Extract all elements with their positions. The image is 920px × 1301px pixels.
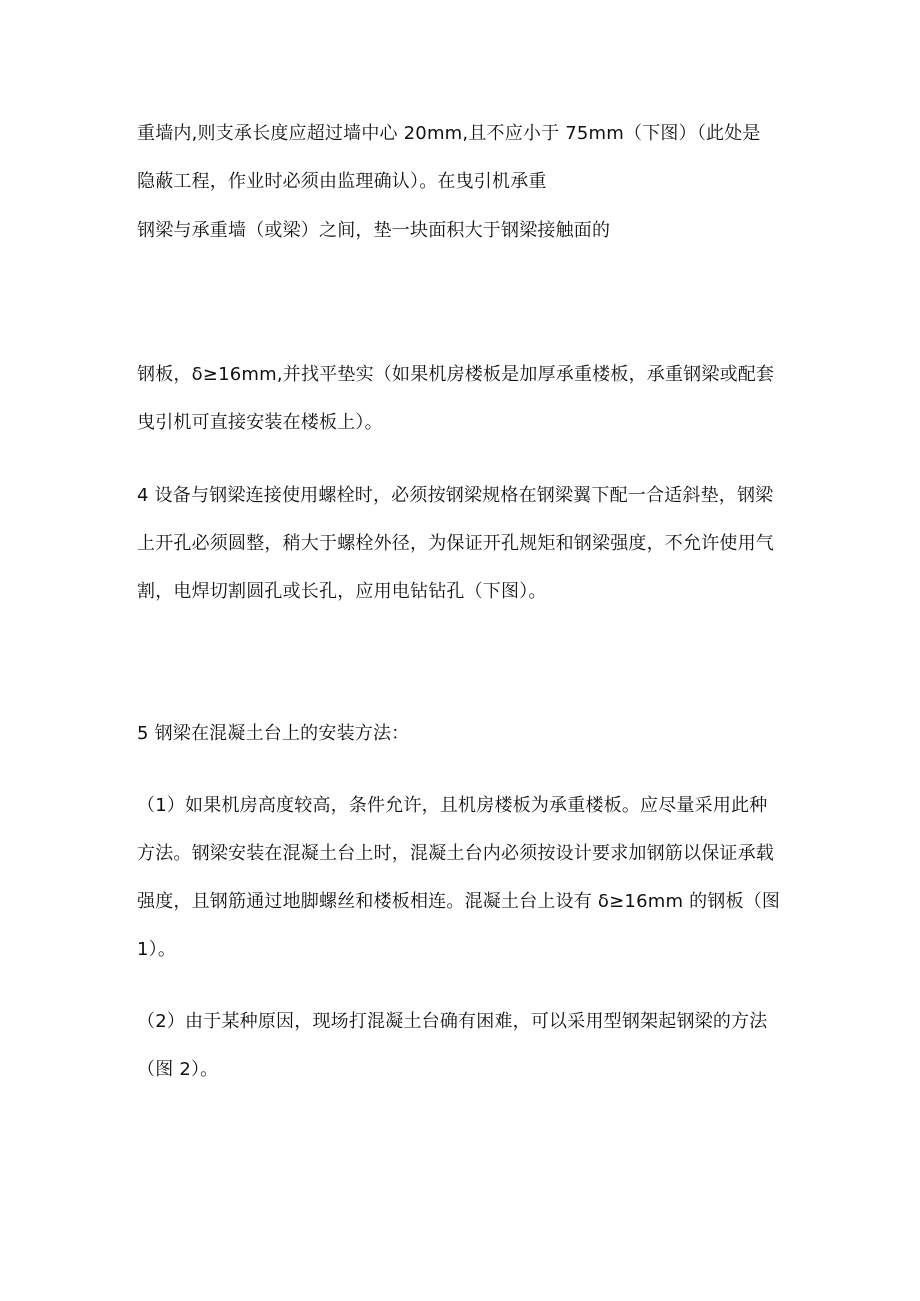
text-line: 割，电焊切割圆孔或长孔，应用电钻钻孔（下图）。 [137,581,547,602]
text-line: （1）如果机房高度较高，条件允许，且机房楼板为承重楼板。应尽量采用此种 [137,795,768,816]
text-line: （图 2）。 [137,1059,219,1080]
text-line: 方法。钢梁安装在混凝土台上时，混凝土台内必须按设计要求加钢筋以保证承载 [137,843,774,864]
text-line: 隐蔽工程，作业时必须由监理确认）。在曳引机承重 [137,171,547,192]
text-line: 强度，且钢筋通过地脚螺丝和楼板相连。混凝土台上设有 δ≥16mm 的钢板（图 [137,891,781,912]
text-line: （2）由于某种原因，现场打混凝土台确有困难，可以采用型钢架起钢梁的方法 [137,1011,768,1032]
text-line: 1）。 [137,939,177,960]
text-line: 钢梁与承重墙（或梁）之间，垫一块面积大于钢梁接触面的 [137,220,611,241]
text-line: 5 钢梁在混凝土台上的安装方法： [137,723,410,744]
text-line: 上开孔必须圆整，稍大于螺栓外径，为保证开孔规矩和钢梁强度，不允许使用气 [137,533,774,554]
text-line: 重墙内,则支承长度应超过墙中心 20mm,且不应小于 75mm（下图）（此处是 [137,123,761,144]
text-line: 4 设备与钢梁连接使用螺栓时，必须按钢梁规格在钢梁翼下配一合适斜垫，钢梁 [137,485,774,506]
text-line: 曳引机可直接安装在楼板上）。 [137,412,383,433]
text-line: 钢板，δ≥16mm,并找平垫实（如果机房楼板是加厚承重楼板，承重钢梁或配套 [137,364,775,385]
